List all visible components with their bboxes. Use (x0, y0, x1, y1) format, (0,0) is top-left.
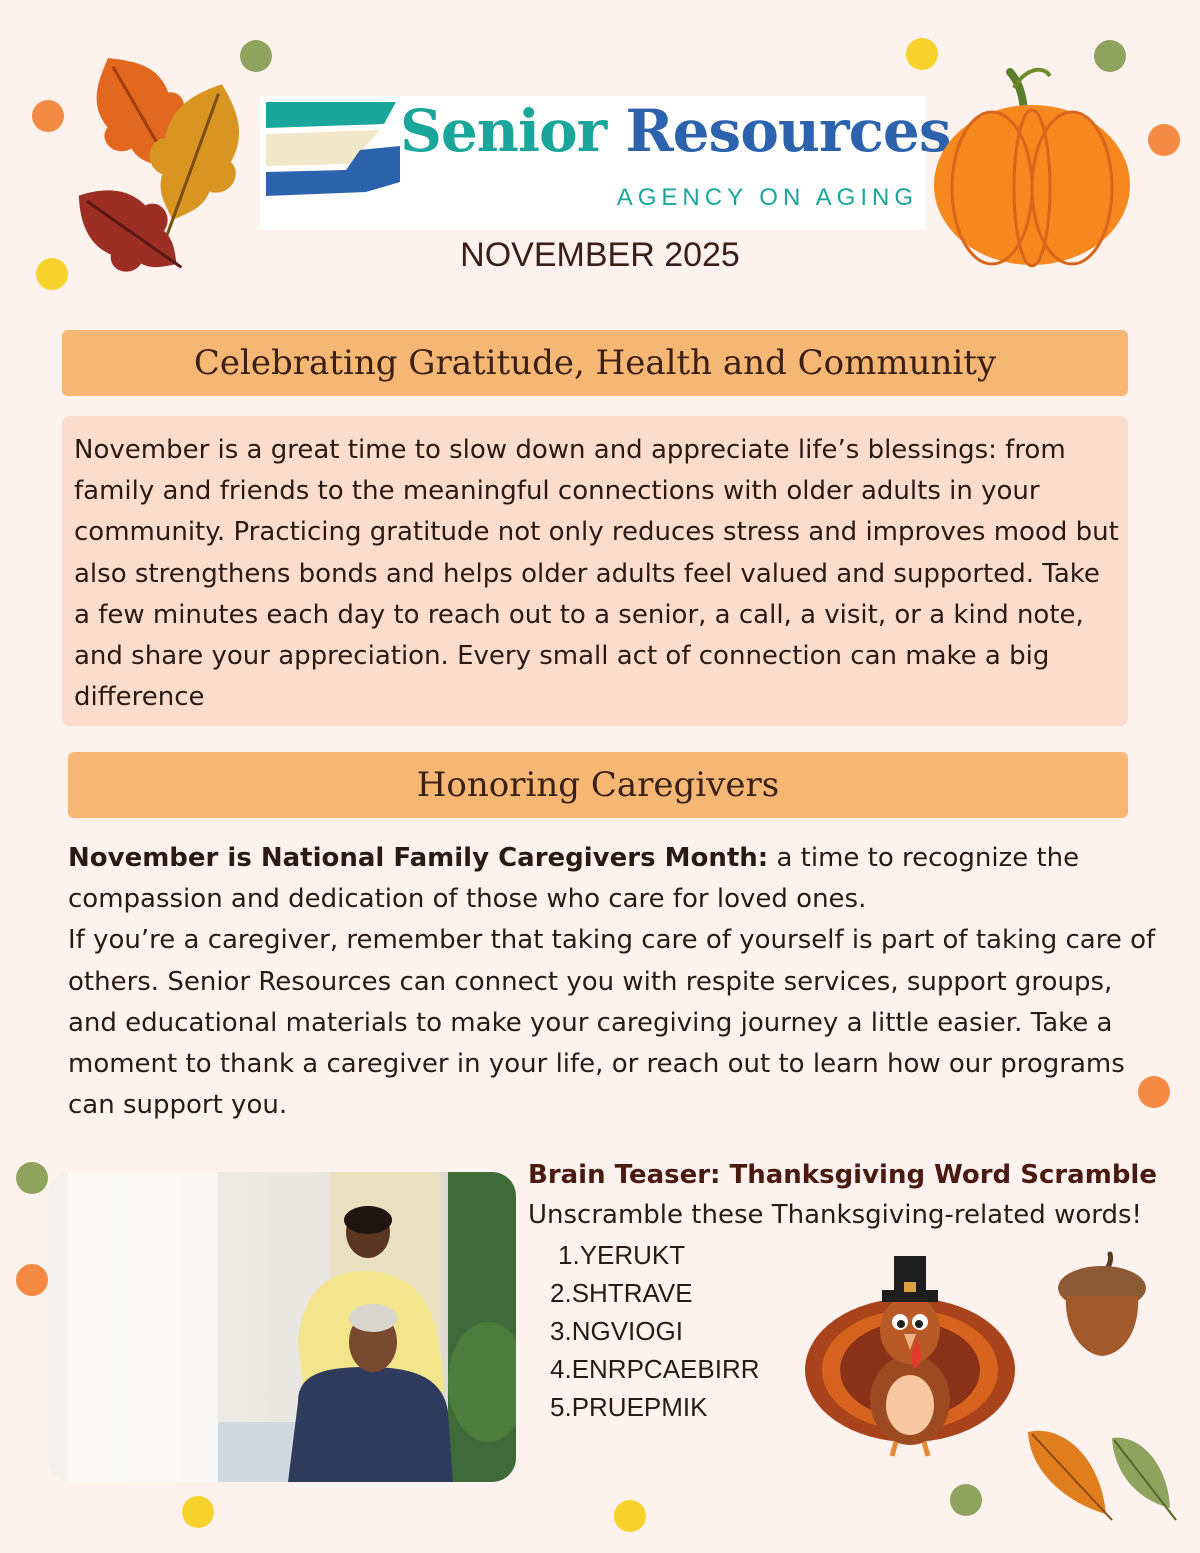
issue-date: NOVEMBER 2025 (460, 236, 740, 274)
list-item (550, 1388, 760, 1426)
decor-dot (1148, 124, 1180, 156)
logo-title (400, 97, 951, 165)
scrambled-word: PRUEPMIK (571, 1392, 708, 1422)
decor-dot (182, 1496, 214, 1528)
decor-dot (614, 1500, 646, 1532)
leaves-bottom-icon (1020, 1424, 1180, 1524)
list-item (550, 1274, 760, 1312)
scrambled-word: YERUKT (579, 1240, 686, 1270)
item-number: 1. (558, 1240, 580, 1270)
item-number: 5. (550, 1392, 572, 1422)
logo-wave-icon (262, 98, 400, 226)
turkey-pilgrim-icon (800, 1250, 1020, 1460)
caregivers-lead: November is National Family Caregivers Month: (68, 843, 769, 873)
item-number: 4. (550, 1354, 572, 1384)
acorn-icon (1052, 1250, 1152, 1360)
decor-dot (950, 1484, 982, 1516)
caregiver-photo (48, 1172, 516, 1482)
scrambled-word: ENRPCAEBIRR (571, 1354, 760, 1384)
list-item (550, 1350, 760, 1388)
caregivers-line-1: a time to recognize the compassion and dedication of those who care for loved ones. (68, 843, 1080, 915)
caregivers-paragraph (68, 838, 1158, 1126)
item-number: 3. (550, 1316, 572, 1346)
logo-word-2: Resources (625, 97, 951, 165)
item-number: 2. (550, 1278, 572, 1308)
scrambled-word: SHTRAVE (571, 1278, 693, 1308)
senior-resources-logo (260, 96, 951, 230)
scrambled-word: NGVIOGI (571, 1316, 683, 1346)
caregivers-line-2: If you’re a caregiver, remember that taking care of yourself is part of taking care of others. Senior Resources can connect you with respite services, support groups, and educational materials to make your caregiving journey a little easier. Take a moment to thank a caregiver in your life, or reach out to learn how our programs can support you. (68, 925, 1156, 1121)
section-heading-caregivers: Honoring Caregivers (68, 752, 1128, 818)
section-heading-gratitude: Celebrating Gratitude, Health and Community (62, 330, 1128, 396)
list-item (550, 1236, 760, 1274)
decor-dot (16, 1162, 48, 1194)
brain-teaser-subtitle: Unscramble these Thanksgiving-related words! (528, 1200, 1142, 1230)
word-scramble-list (550, 1236, 760, 1426)
logo-tagline: AGENCY ON AGING (616, 184, 918, 211)
brain-teaser-title: Brain Teaser: Thanksgiving Word Scramble (528, 1160, 1157, 1190)
decor-dot (16, 1264, 48, 1296)
logo-word-1: Senior (400, 97, 607, 165)
list-item (550, 1312, 760, 1350)
intro-paragraph: November is a great time to slow down and appreciate life’s blessings: from family and friends to the meaningful connections with older adults in your community. Practicing gratitude not only reduces stress and improves mood but also strengthens bonds and helps older adults feel valued and supported. Take a few minutes each day to reach out to a senior, a call, a visit, or a kind note, and share your appreciation. Every small act of connection can make a big difference (74, 435, 1119, 713)
